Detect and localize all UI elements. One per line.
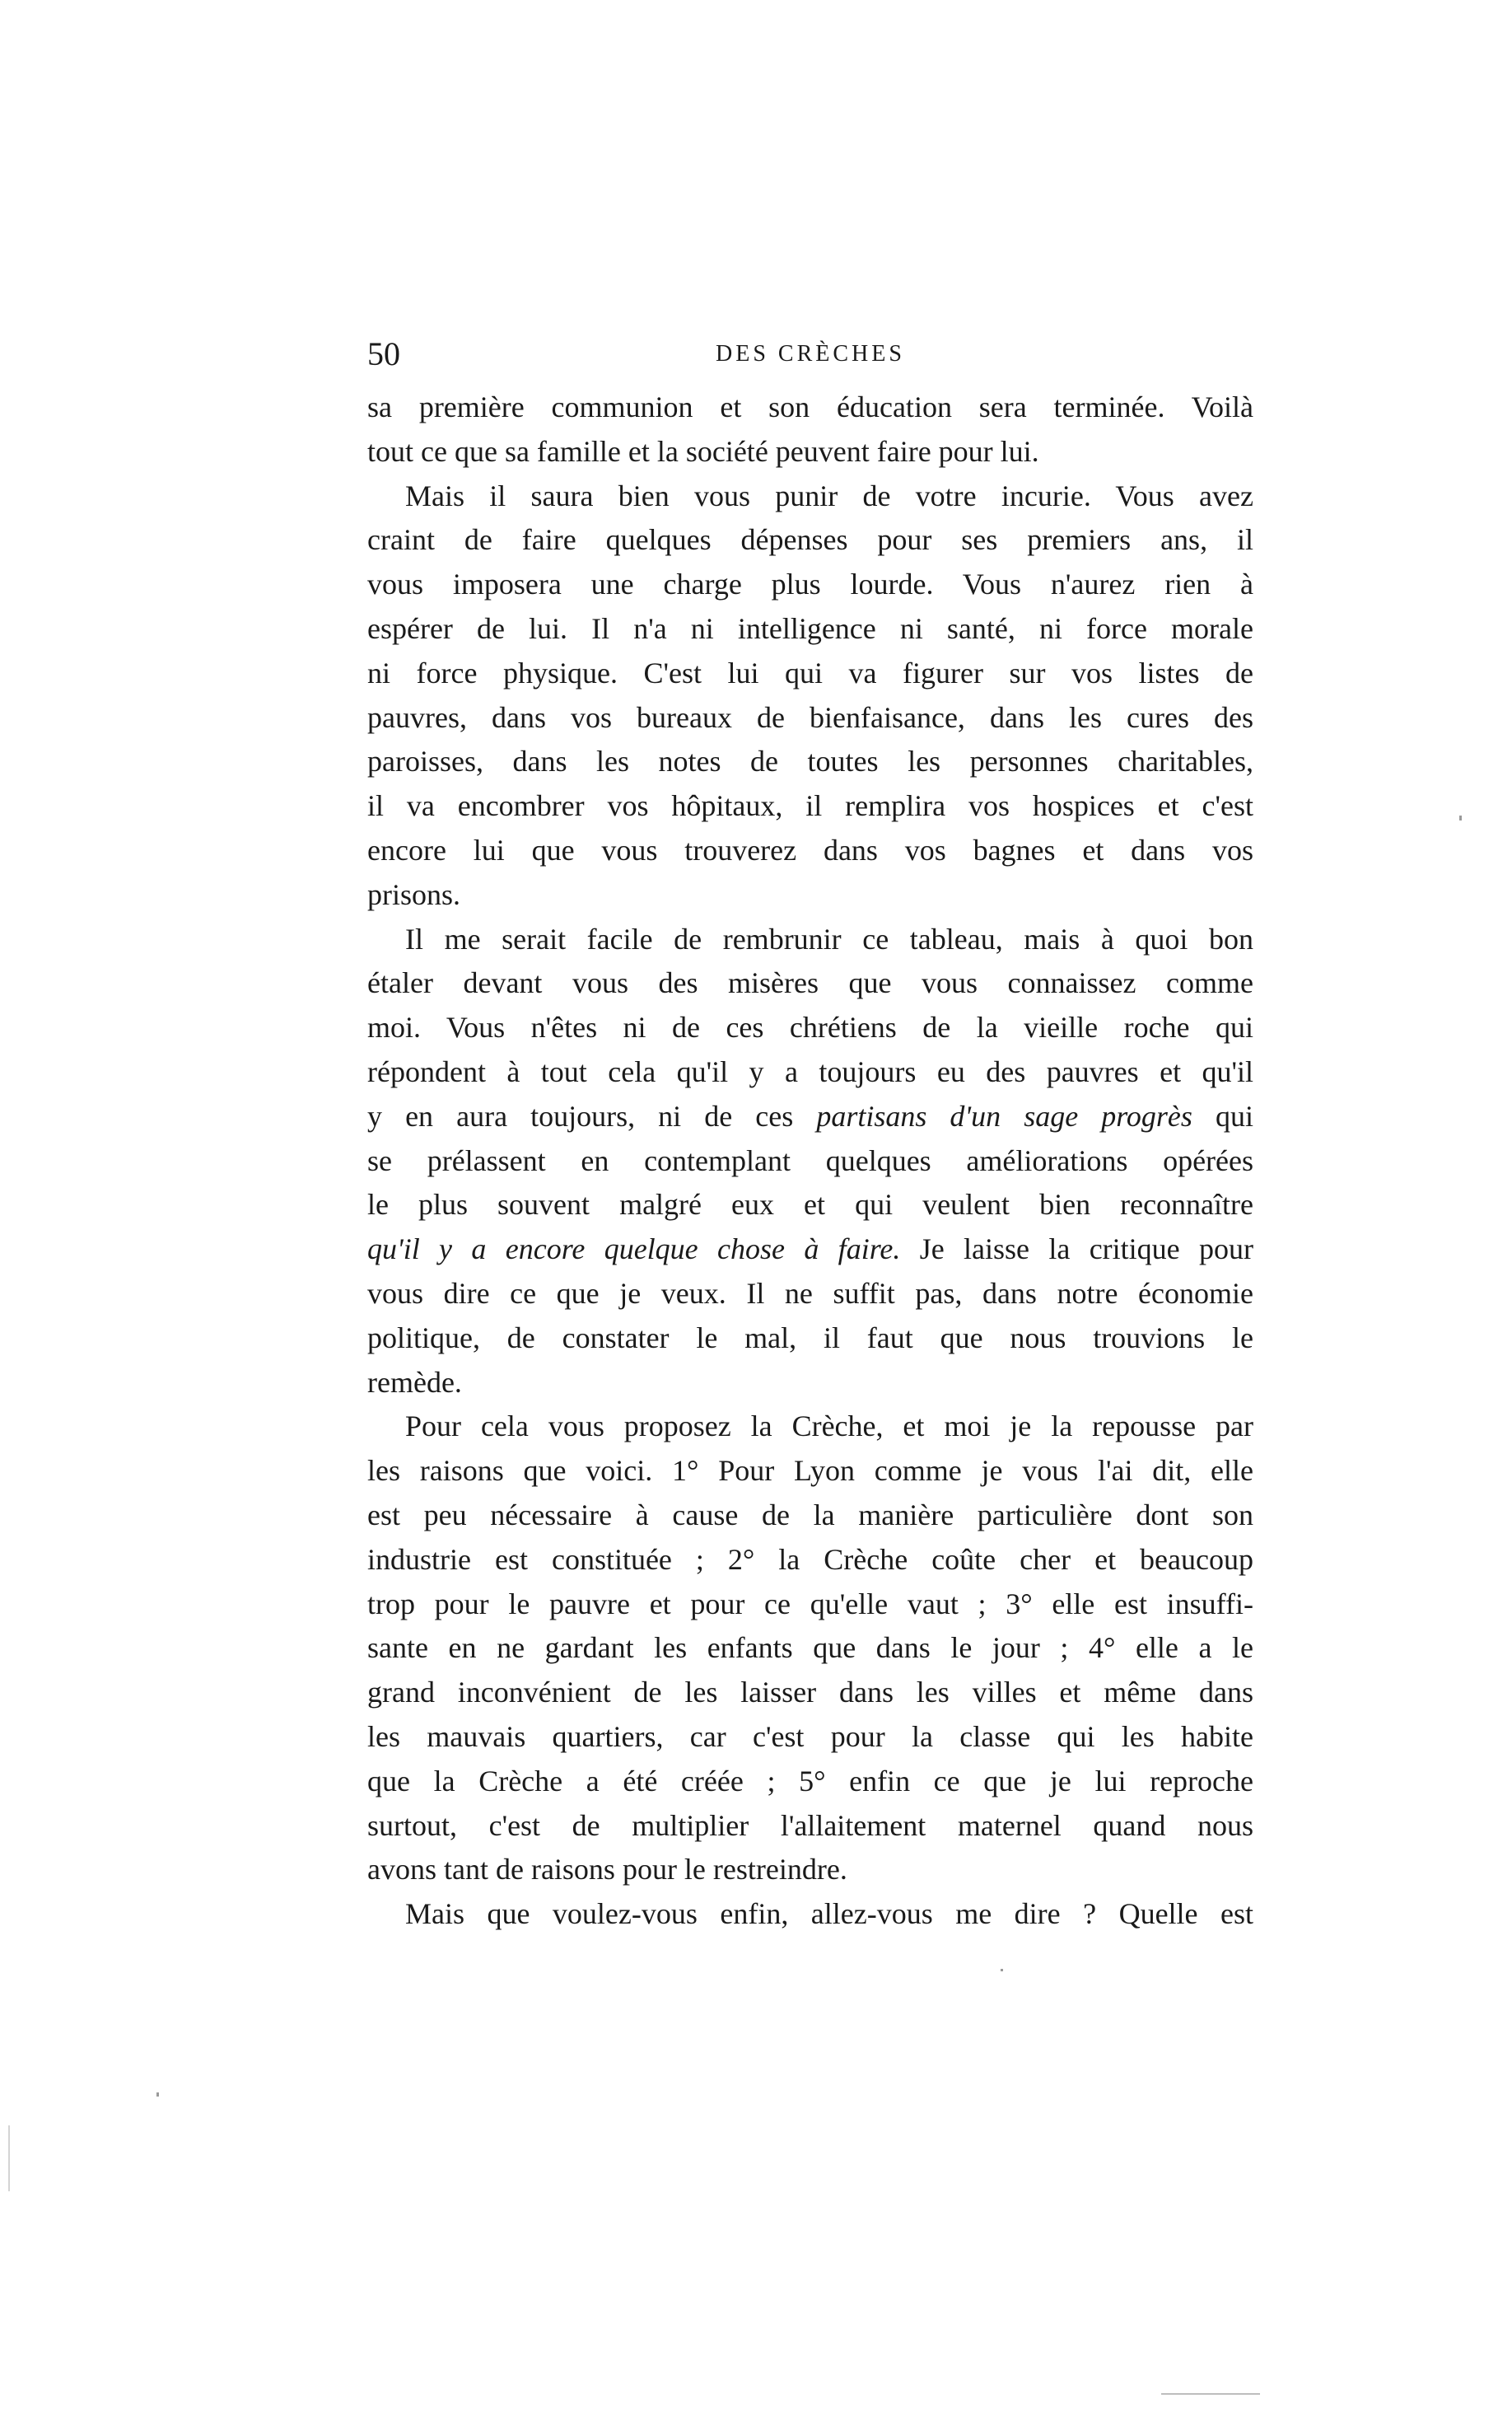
text-line: Mais il saura bien vous punir de votre incurie. Vous avez bbox=[405, 479, 1253, 512]
text-line: se prélassent en contemplant quelques améliorations opérées bbox=[367, 1143, 1253, 1177]
text-line: étaler devant vous des misères que vous connaissez comme bbox=[367, 966, 1253, 1000]
body-text bbox=[367, 386, 1253, 1937]
text-segment: Je laisse la critique pour bbox=[900, 1232, 1253, 1266]
text-line: avons tant de raisons pour le restreindre. bbox=[367, 1853, 847, 1886]
text-line: paroisses, dans les notes de toutes les personnes charitables, bbox=[367, 745, 1253, 778]
text-line: encore lui que vous trouverez dans vos bagnes et dans vos bbox=[367, 833, 1253, 867]
text-line: vous imposera une charge plus lourde. Vous n'aurez rien à bbox=[367, 568, 1253, 601]
text-line: espérer de lui. Il n'a ni intelligence ni santé, ni force morale bbox=[367, 611, 1253, 645]
text-line: remède. bbox=[367, 1365, 462, 1399]
text-line: craint de faire quelques dépenses pour ses premiers ans, il bbox=[367, 523, 1253, 557]
page-number: 50 bbox=[367, 335, 400, 372]
text-line: les raisons que voici. 1° Pour Lyon comme je vous l'ai dit, elle bbox=[367, 1454, 1253, 1488]
text-line bbox=[367, 1095, 1253, 1139]
page-header bbox=[367, 330, 1253, 379]
text-line: sante en ne gardant les enfants que dans le jour ; 4° elle a le bbox=[367, 1631, 1253, 1665]
text-line: sa première communion et son éducation sera terminée. Voilà bbox=[367, 390, 1253, 423]
scan-speck bbox=[8, 2125, 10, 2191]
text-segment: qui bbox=[1192, 1099, 1253, 1133]
scan-speck bbox=[1459, 816, 1462, 820]
scan-speck bbox=[1161, 2393, 1260, 2395]
text-line: prisons. bbox=[367, 877, 461, 911]
text-line: Pour cela vous proposez la Crèche, et moi je la repousse par bbox=[405, 1410, 1253, 1443]
text-line: répondent à tout cela qu'il y a toujours eu des pauvres et qu'il bbox=[367, 1054, 1253, 1088]
italic-phrase: qu'il y a encore quelque chose à faire. bbox=[367, 1232, 901, 1266]
text-line: ni force physique. C'est lui qui va figurer sur vos listes de bbox=[367, 656, 1253, 690]
italic-phrase: partisans d'un sage progrès bbox=[816, 1099, 1192, 1133]
text-line: est peu nécessaire à cause de la manière particulière dont son bbox=[367, 1498, 1253, 1531]
text-line: tout ce que sa famille et la société peuvent faire pour lui. bbox=[367, 434, 1039, 468]
scan-speck bbox=[1001, 1969, 1003, 1971]
text-line: Il me serait facile de rembrunir ce tableau, mais à quoi bon bbox=[405, 922, 1253, 956]
text-line: que la Crèche a été créée ; 5° enfin ce que je lui reproche bbox=[367, 1764, 1253, 1798]
running-head: DES CRÈCHES bbox=[716, 341, 905, 367]
text-line: moi. Vous n'êtes ni de ces chrétiens de la vieille roche qui bbox=[367, 1011, 1253, 1045]
text-line: grand inconvénient de les laisser dans les villes et même dans bbox=[367, 1676, 1253, 1709]
text-segment: y en aura toujours, ni de ces bbox=[367, 1099, 817, 1133]
text-line bbox=[367, 1227, 1253, 1272]
text-line: le plus souvent malgré eux et qui veulent bien reconnaître bbox=[367, 1188, 1253, 1222]
text-line: vous dire ce que je veux. Il ne suffit pas, dans notre économie bbox=[367, 1276, 1253, 1310]
text-line: surtout, c'est de multiplier l'allaitement maternel quand nous bbox=[367, 1808, 1253, 1842]
text-line: politique, de constater le mal, il faut que nous trouvions le bbox=[367, 1321, 1253, 1354]
text-line: pauvres, dans vos bureaux de bienfaisance, dans les cures des bbox=[367, 700, 1253, 734]
text-line: il va encombrer vos hôpitaux, il remplira vos hospices et c'est bbox=[367, 789, 1253, 823]
text-line: Mais que voulez-vous enfin, allez-vous me dire ? Quelle est bbox=[405, 1897, 1253, 1931]
text-line: les mauvais quartiers, car c'est pour la classe qui les habite bbox=[367, 1719, 1253, 1753]
scan-speck bbox=[156, 2092, 159, 2097]
text-line: trop pour le pauvre et pour ce qu'elle vaut ; 3° elle est insuffi- bbox=[367, 1587, 1253, 1620]
text-line: industrie est constituée ; 2° la Crèche coûte cher et beaucoup bbox=[367, 1542, 1253, 1576]
